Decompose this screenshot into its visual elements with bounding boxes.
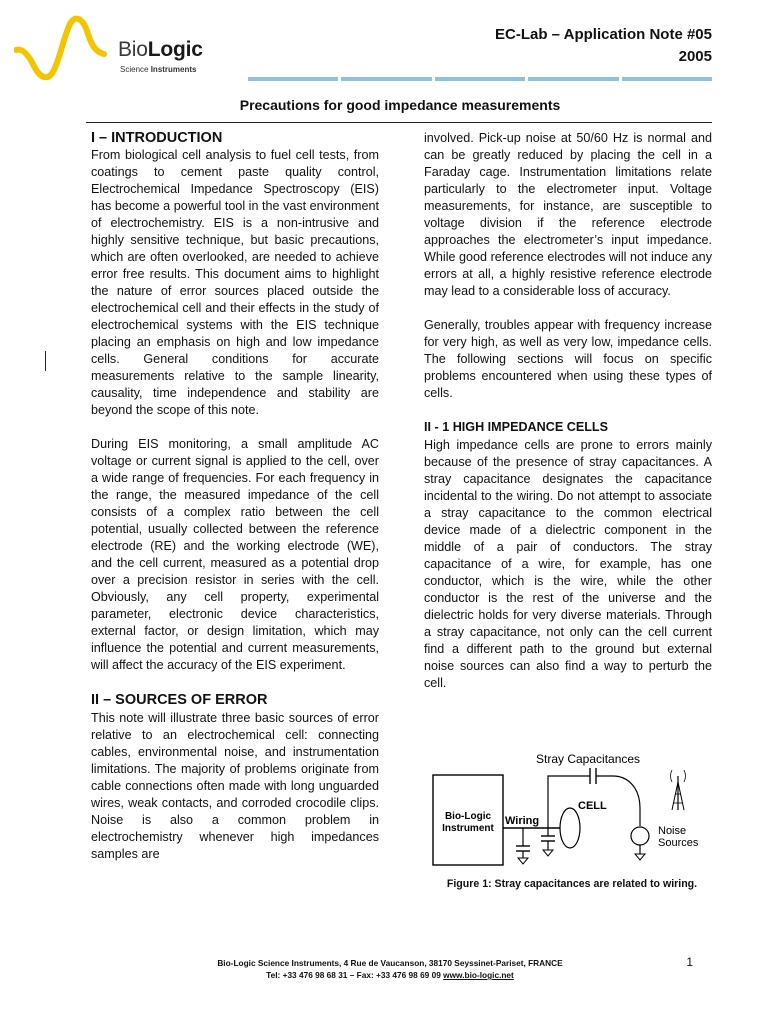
logo-tagline: Science Instruments (120, 65, 197, 74)
left-column (91, 147, 379, 880)
intro-paragraph-2: During EIS monitoring, a small amplitude AC voltage or current signal is applied to the cell, over a wide range of frequencies. For each frequency in the range, the measured impedance of the cell consists of a complex ratio between the cell potential, usually collected between the reference electrode (RE) and the working electrode (WE), and the cell current, measured as a potential drop over a precision resistor in series with the cell. Obviously, any cell property, experimental parameter, electronic device characteristics, external factor, or design limitation, which may influence the potential and current measurements, will affect the accuracy of the EIS experiment. (91, 437, 379, 672)
application-note-year: 2005 (678, 48, 712, 65)
sources-paragraph-1-start: This note will illustrate three basic sources of error relative to an electrochemical cell: connecting cables, environmental noise, and instrumentation limitations. The majority of problems originate from cable connections often made with long unguarded wires, weak contacts, and corroded crocodile clips. Noise is also a common problem in electrochemistry whenever high impedances samples are (91, 711, 379, 861)
title-rule (86, 122, 712, 123)
noise-label-line2: Sources (658, 837, 699, 849)
high-impedance-paragraph: High impedance cells are prone to errors mainly because of the presence of stray capacitances. A stray capacitance designates the capacitance incidental to the wiring. Do not attempt to associate a stray capacitance to the common electrical device made of a dielectric component in the middle of a pair of conductors. The stray capacitance of a wire, for example, has one conductor, which is the wire, while the other conductor is the rest of the universe and the dielectric holds for very diverse materials. Through a stray capacitance, not only can the cell current find a different path to the ground but external noise sources can also find a way to perturb the cell. (424, 438, 712, 690)
page-number: 1 (686, 955, 693, 969)
biologic-logo (14, 14, 214, 86)
high-impedance-heading: II - 1 HIGH IMPEDANCE CELLS (424, 420, 609, 434)
footer-contact: Tel: +33 476 98 68 31 – Fax: +33 476 98 69 09 www.bio-logic.net (266, 970, 514, 980)
sources-of-error-heading: II – SOURCES OF ERROR (91, 692, 268, 708)
ground-icon (635, 854, 645, 860)
logo-curve-icon (14, 14, 124, 86)
noise-label-line1: Noise (658, 825, 687, 837)
instrument-label-line1: Bio-Logic (444, 811, 492, 822)
right-column (424, 130, 712, 709)
footer-address: Bio-Logic Science Instruments, 4 Rue de Vaucanson, 38170 Seyssinet-Pariset, FRANCE (217, 958, 563, 968)
stray-capacitances-label: Stray Capacitances (536, 752, 641, 766)
intro-paragraph-1: From biological cell analysis to fuel cell tests, from coatings to cement paste quality control, Electrochemical Impedance Spectroscopy (EIS) has become a powerful tool in the vast environment of electrochemistry. EIS is a non-intrusive and highly sensitive technique, but basic precautions, which are often overlooked, are needed to achieve error free results. This document aims to highlight the nature of error sources placed outside the electrochemical cell and their effects in the study of electrochemical systems with the EIS technique placing an emphasis on high and low impedance cells. General conditions for accurate measurements relative to the sample linearity, causality, time independence and stability are beyond the scope of this note. (91, 148, 379, 417)
website-link[interactable]: www.bio-logic.net (443, 970, 514, 980)
cell-ellipse (560, 808, 580, 848)
instrument-label-line2: Instrument (442, 823, 494, 834)
introduction-heading: I – INTRODUCTION (91, 130, 223, 146)
ground-icon (543, 850, 553, 856)
sources-paragraph-1-end: involved. Pick-up noise at 50/60 Hz is normal and can be greatly reduced by placing the cell in a Faraday cage. Instrumentation limitations relate particularly to the electrometer input. Voltage measurements, for instance, are susceptible to voltage division if the reference electrode approaches the electrometer’s input impedance. While good reference electrodes will not induce any errors at all, a highly resistive reference electrode may lead to a considerable loss of accuracy. (424, 131, 712, 298)
application-note-title: EC-Lab – Application Note #05 (495, 26, 712, 43)
text-cursor-mark (45, 351, 46, 371)
logo-wordmark: BioLogic (118, 38, 203, 61)
noise-source-icon (631, 827, 649, 845)
cell-label: CELL (578, 800, 607, 812)
document-title: Precautions for good impedance measurements (239, 97, 561, 113)
sources-paragraph-2: Generally, troubles appear with frequency increase for very high, as well as very low, impedance cells. The following sections will focus on specific problems encountered when using these types of cells. (424, 318, 712, 400)
stray-capacitance-figure (428, 748, 710, 870)
ground-icon (518, 858, 528, 864)
page-footer (0, 957, 768, 981)
header-divider-bars (248, 77, 712, 81)
antenna-icon (671, 770, 686, 810)
wiring-label: Wiring (505, 815, 540, 827)
figure-caption: Figure 1: Stray capacitances are related to wiring. (446, 878, 698, 890)
